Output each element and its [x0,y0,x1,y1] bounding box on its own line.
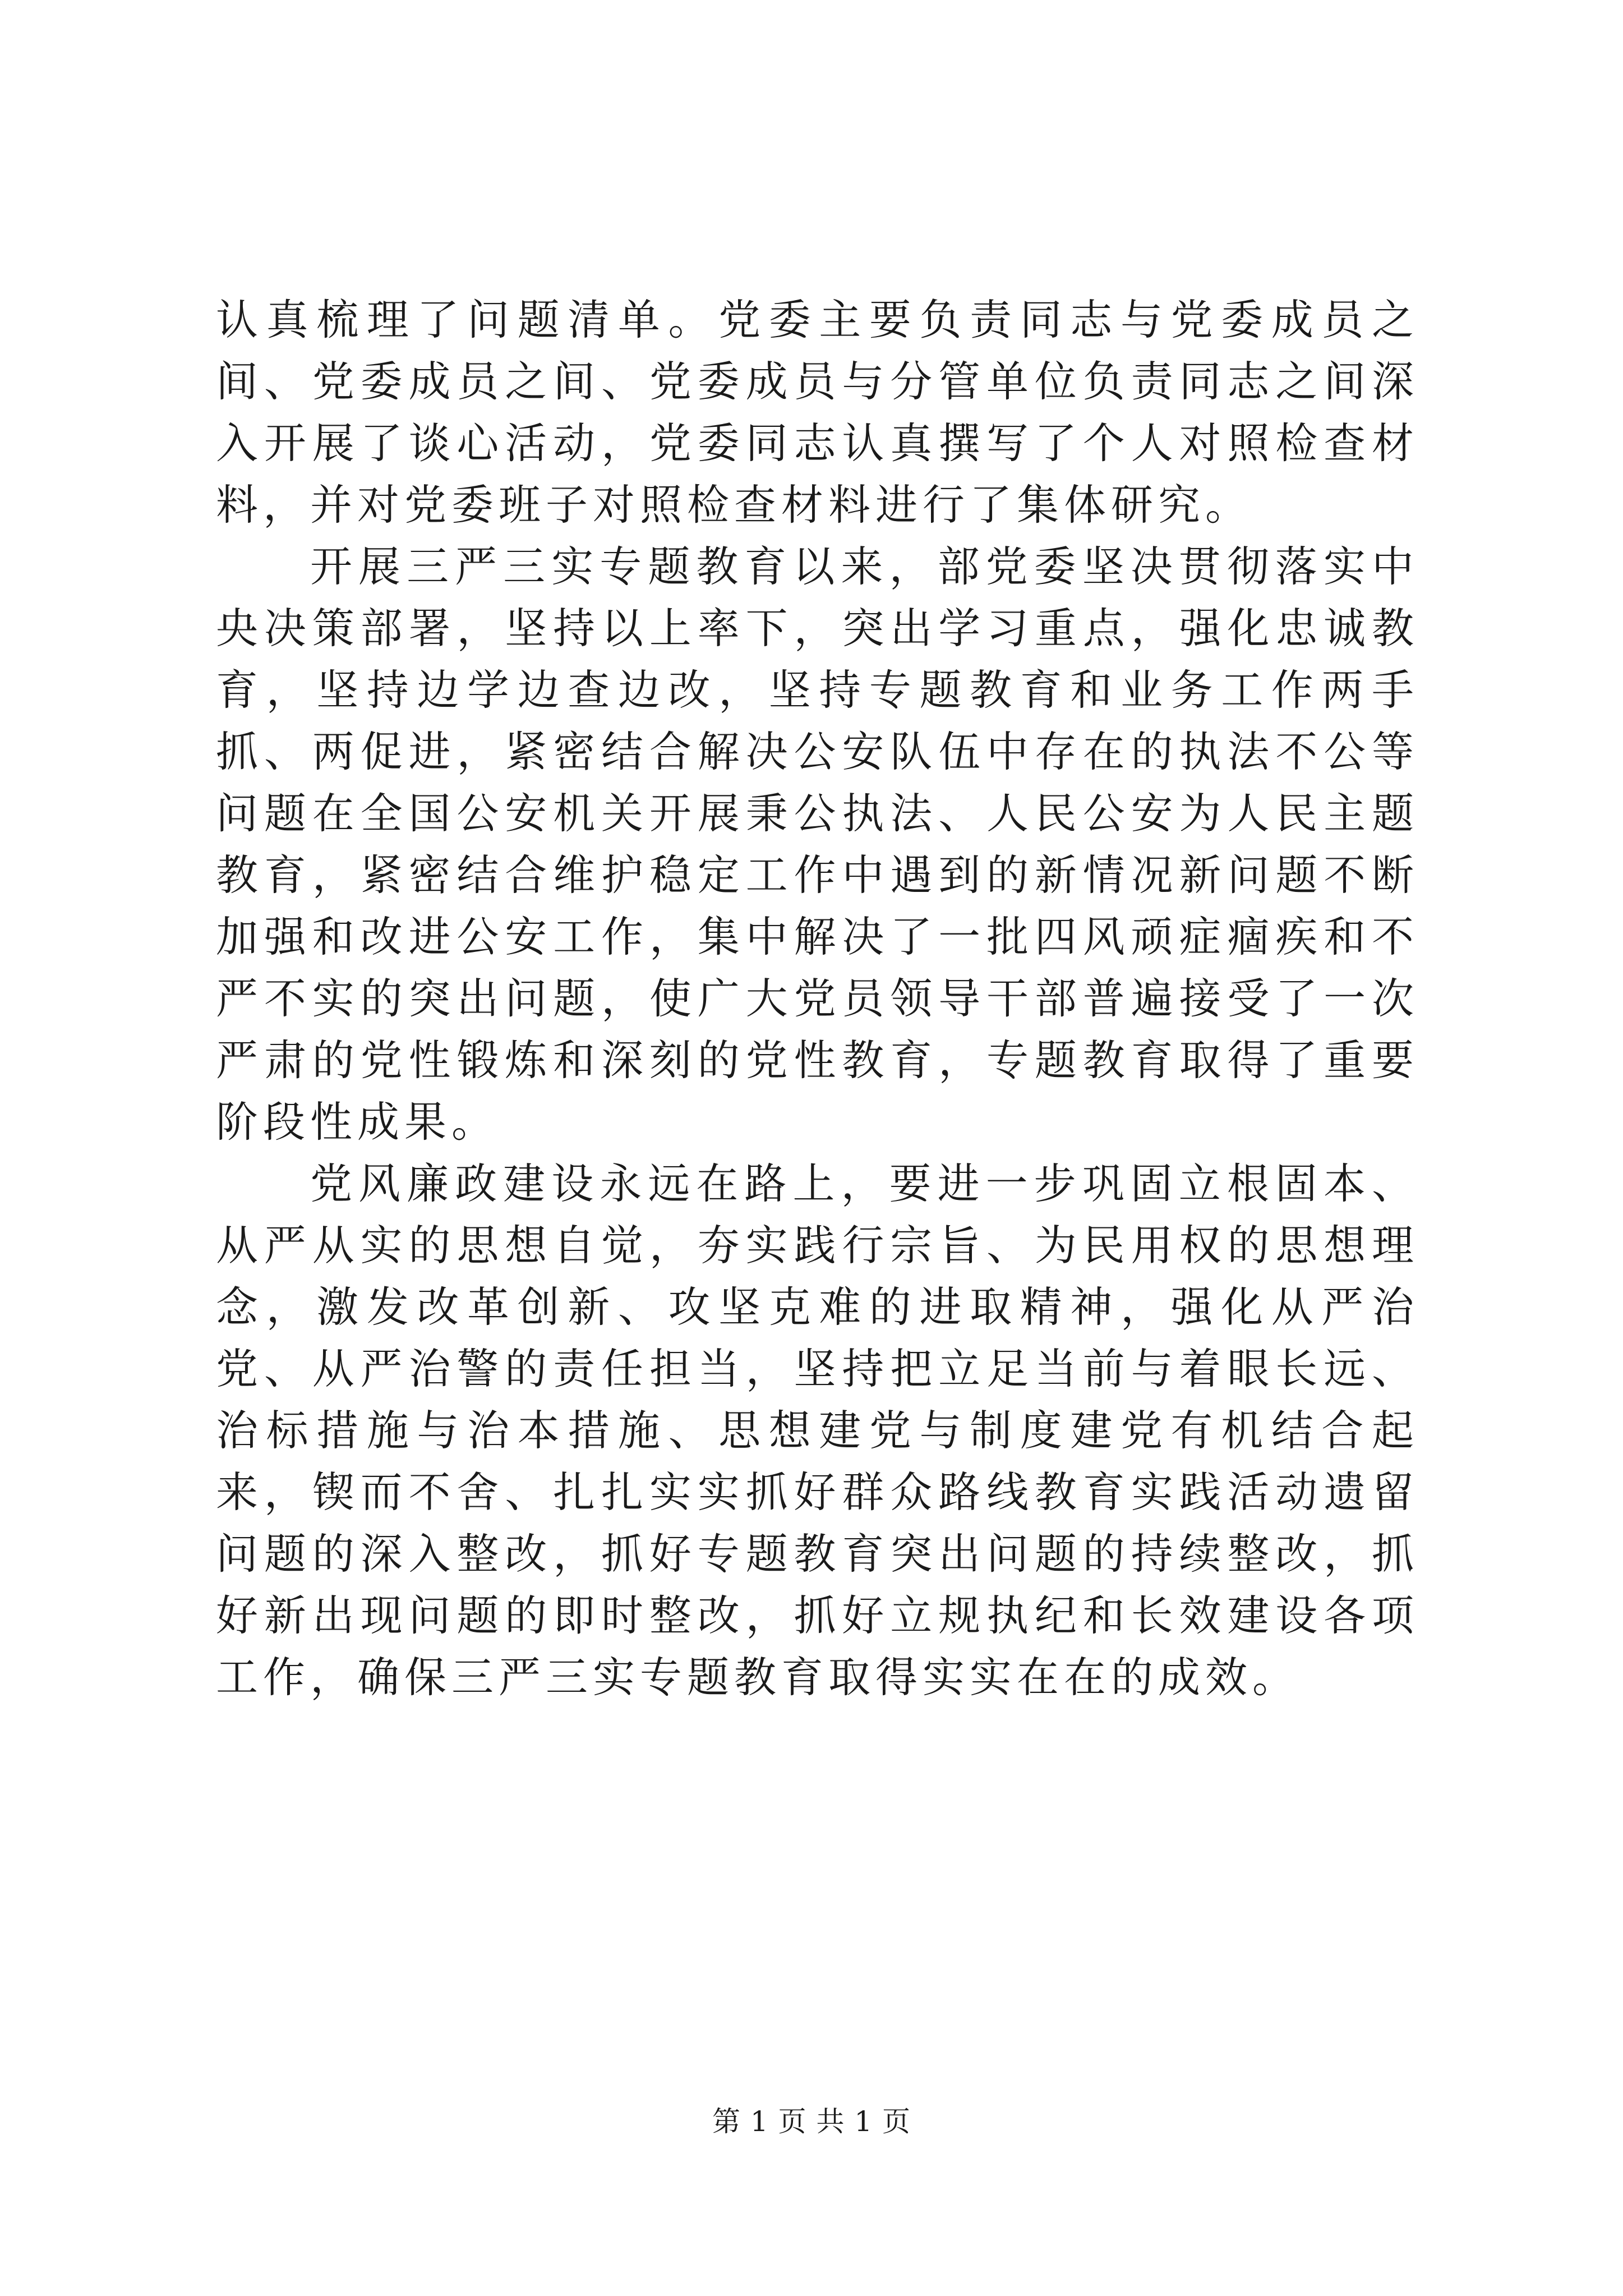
document-body [216,289,1419,1708]
page-footer: 第 1 页 共 1 页 [712,2105,911,2138]
paragraph-3: 党风廉政建设永远在路上，要进一步巩固立根固本、从严从实的思想自觉，夯实践行宗旨、为民用权的思想理念，激发改革创新、攻坚克难的进取精神，强化从严治党、从严治警的责任担当，坚持把立足当前与着眼长远、治标措施与治本措施、思想建党与制度建党有机结合起来，锲而不舍、扎扎实实抓好群众路线教育实践活动遗留问题的深入整改，抓好专题教育突出问题的持续整改，抓好新出现问题的即时整改，抓好立规执纪和长效建设各项工作，确保三严三实专题教育取得实实在在的成效。 [216,1159,1419,1702]
paragraph-1: 认真梳理了问题清单。党委主要负责同志与党委成员之间、党委成员之间、党委成员与分管单位负责同志之间深入开展了谈心活动，党委同志认真撰写了个人对照检查材料，并对党委班子对照检查材料进行了集体研究。 [216,295,1419,530]
paragraph-2: 开展三严三实专题教育以来，部党委坚决贯彻落实中央决策部署，坚持以上率下，突出学习重点，强化忠诚教育，坚持边学边查边改，坚持专题教育和业务工作两手抓、两促进，紧密结合解决公安队伍中存在的执法不公等问题在全国公安机关开展秉公执法、人民公安为人民主题教育，紧密结合维护稳定工作中遇到的新情况新问题不断加强和改进公安工作，集中解决了一批四风顽症痼疾和不严不实的突出问题，使广大党员领导干部普遍接受了一次严肃的党性锻炼和深刻的党性教育，专题教育取得了重要阶段性成果。 [216,542,1419,1147]
